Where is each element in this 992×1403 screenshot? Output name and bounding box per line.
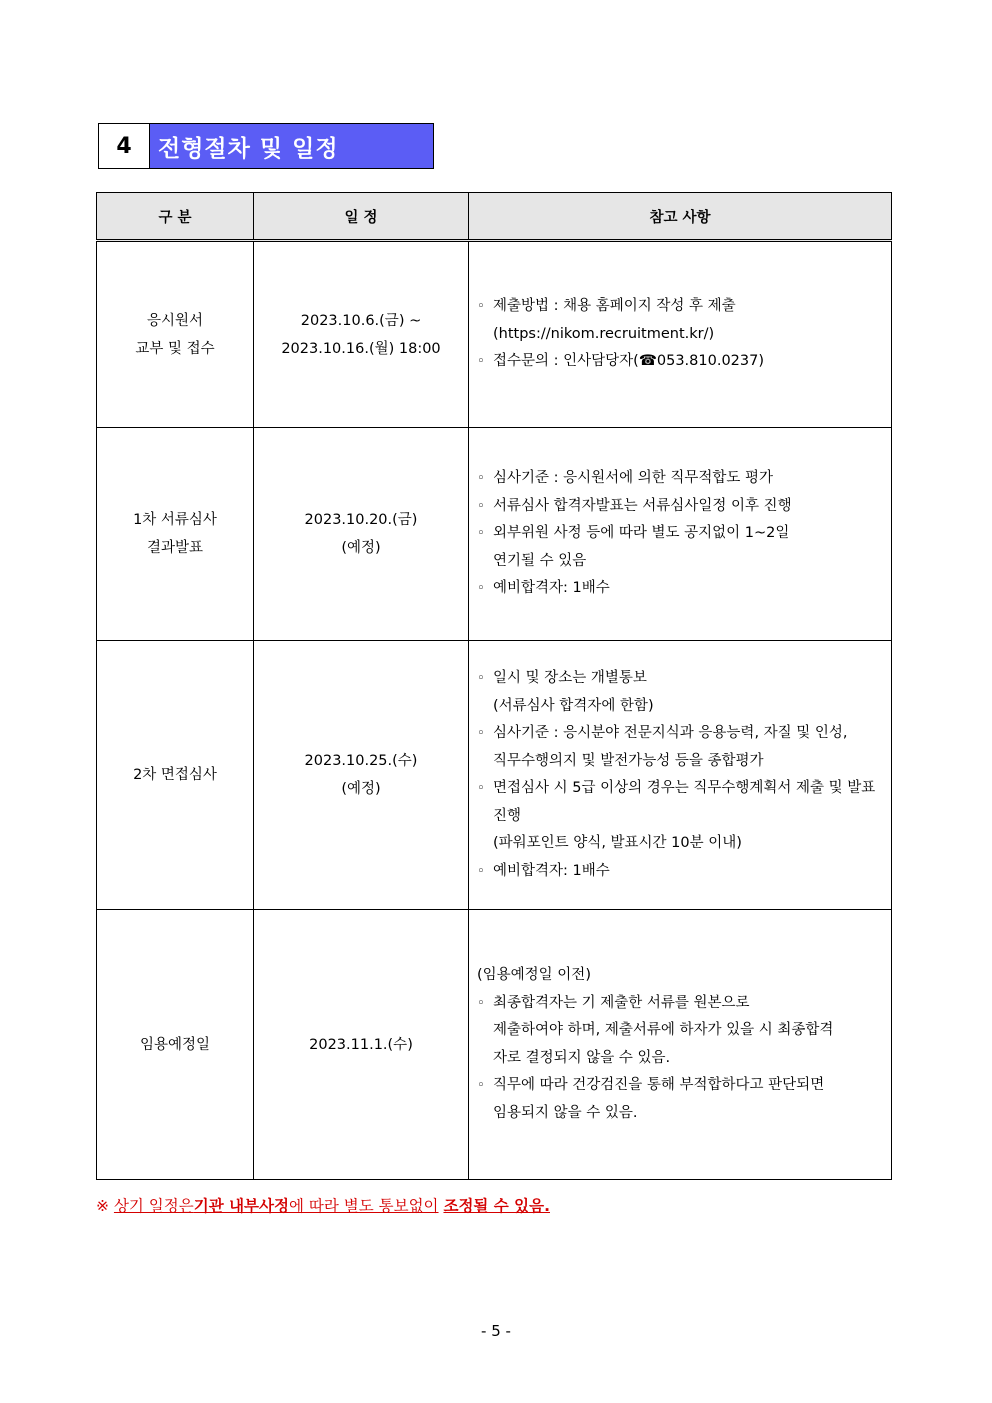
- row-date: [254, 241, 469, 428]
- note-line: [477, 748, 881, 776]
- footnote-bold1: 기관 내부사정: [193, 1197, 289, 1215]
- note-line: [477, 493, 881, 521]
- row-notes: [469, 241, 892, 428]
- note-text: 면접심사 시 5급 이상의 경우는 직무수행계획서 제출 및 발표 진행: [493, 780, 876, 824]
- row-category: [97, 910, 254, 1180]
- note-text: 직무수행의지 및 발전가능성 등을 종합평가: [493, 752, 764, 769]
- bullet-icon: ◦: [477, 671, 485, 686]
- bullet-icon: ◦: [477, 471, 485, 487]
- note-text: 최종합격자는 기 제출한 서류를 원본으로: [493, 994, 750, 1011]
- footnote-part1: 상기 일정은: [113, 1197, 194, 1215]
- note-text: 제출하여야 하며, 제출서류에 하자가 있을 시 최종합격: [493, 1022, 834, 1038]
- note-text: 심사기준 : 응시원서에 의한 직무적합도 평가: [493, 470, 774, 487]
- bullet-icon: ◦: [477, 354, 485, 370]
- note-line: [477, 1017, 881, 1045]
- note-line: [477, 1100, 881, 1128]
- note-line: [477, 293, 881, 321]
- row-date: [254, 641, 469, 910]
- header-category: 구 분: [97, 193, 254, 241]
- date-line: 2023.10.25.(수): [304, 753, 418, 769]
- table-row: [97, 428, 892, 641]
- bullet-icon: [477, 693, 493, 721]
- bullet-icon: ◦: [477, 498, 485, 514]
- section-number: 4: [99, 124, 150, 168]
- row-category: [97, 241, 254, 428]
- note-text: (서류심사 합격자에 한함): [493, 697, 654, 714]
- date-line: 2023.10.16.(월) 18:00: [281, 340, 441, 357]
- category-line: 1차 서류심사: [133, 512, 217, 528]
- bullet-icon: [477, 321, 493, 349]
- bullet-icon: [477, 548, 493, 576]
- note-text: 일시 및 장소는 개별통보: [493, 670, 647, 686]
- bullet-icon: [477, 748, 493, 776]
- section-header: [98, 123, 434, 169]
- bullet-icon: ◦: [477, 863, 485, 879]
- note-line: [477, 1045, 881, 1073]
- header-notes: 참고 사항: [469, 193, 892, 241]
- date-line: 2023.11.1.(수): [309, 1036, 413, 1053]
- bullet-icon: ◦: [477, 581, 485, 597]
- date-line: 2023.10.20.(금): [304, 512, 418, 528]
- note-line: [477, 520, 881, 548]
- note-line: [477, 575, 881, 603]
- note-text: 예비합격자: 1배수: [493, 580, 610, 597]
- note-line: [477, 775, 881, 830]
- bullet-icon: [477, 1045, 493, 1073]
- category-line: 응시원서: [146, 312, 204, 329]
- bullet-icon: ◦: [477, 1078, 485, 1093]
- note-text: 외부위원 사정 등에 따라 별도 공지없이 1~2일: [493, 525, 790, 542]
- bullet-icon: [477, 830, 493, 858]
- category-line: 2차 면접심사: [133, 767, 217, 783]
- note-line: [477, 348, 881, 376]
- category-line: 교부 및 접수: [135, 340, 215, 357]
- note-text: 접수문의 : 인사담당자(☎053.810.0237): [493, 353, 765, 370]
- note-text: 심사기준 : 응시분야 전문지식과 응용능력, 자질 및 인성,: [493, 725, 848, 741]
- note-line: [477, 830, 881, 858]
- date-line: (예정): [341, 781, 381, 797]
- bullet-icon: ◦: [477, 995, 485, 1011]
- bullet-icon: [477, 1017, 493, 1045]
- note-text: 제출방법 : 채용 홈페이지 작성 후 제출: [493, 298, 736, 315]
- note-line: [477, 990, 881, 1018]
- category-line: 임용예정일: [139, 1036, 211, 1053]
- note-text: (임용예정일 이전): [477, 967, 591, 983]
- row-notes: [469, 910, 892, 1180]
- note-line: [477, 858, 881, 886]
- bullet-icon: ◦: [477, 726, 485, 741]
- row-category: [97, 428, 254, 641]
- note-text: 직무에 따라 건강검진을 통해 부적합하다고 판단되면: [493, 1077, 825, 1093]
- note-text: 예비합격자: 1배수: [493, 862, 610, 879]
- note-line: [477, 548, 881, 576]
- note-text: 임용되지 않을 수 있음.: [493, 1104, 638, 1121]
- table-row: [97, 641, 892, 910]
- footnote-part2: 에 따라 별도 통보없이: [288, 1197, 439, 1215]
- footnote: [96, 1194, 550, 1216]
- note-line: [477, 693, 881, 721]
- footnote-mark: ※: [96, 1197, 109, 1215]
- note-text: (파워포인트 양식, 발표시간 10분 이내): [493, 835, 742, 851]
- table-header-row: [97, 193, 892, 241]
- note-line: [477, 465, 881, 493]
- category-line: 결과발표: [146, 540, 204, 556]
- note-line: [477, 665, 881, 693]
- schedule-table: [96, 192, 892, 1180]
- table-row: [97, 910, 892, 1180]
- row-notes: [469, 641, 892, 910]
- row-date: [254, 910, 469, 1180]
- bullet-icon: [477, 1100, 493, 1128]
- note-text: 자로 결정되지 않을 수 있음.: [493, 1049, 671, 1066]
- bullet-icon: ◦: [477, 299, 485, 315]
- row-notes: [469, 428, 892, 641]
- date-line: (예정): [341, 540, 381, 556]
- header-date: 일 정: [254, 193, 469, 241]
- date-line: 2023.10.6.(금) ~: [300, 312, 422, 329]
- note-text: 연기될 수 있음: [493, 552, 587, 569]
- note-line: [477, 1072, 881, 1100]
- row-category: [97, 641, 254, 910]
- table-row: [97, 241, 892, 428]
- note-text: 서류심사 합격자발표는 서류심사일정 이후 진행: [493, 497, 792, 514]
- row-date: [254, 428, 469, 641]
- note-line: [477, 321, 881, 349]
- note-line: [477, 720, 881, 748]
- note-text: (https://nikom.recruitment.kr/): [493, 325, 715, 342]
- section-title: 전형절차 및 일정: [150, 124, 433, 168]
- footnote-bold2: 조정될 수 있음.: [443, 1197, 550, 1215]
- bullet-icon: ◦: [477, 526, 485, 542]
- page-number: - 5 -: [481, 1322, 511, 1340]
- bullet-icon: ◦: [477, 781, 485, 796]
